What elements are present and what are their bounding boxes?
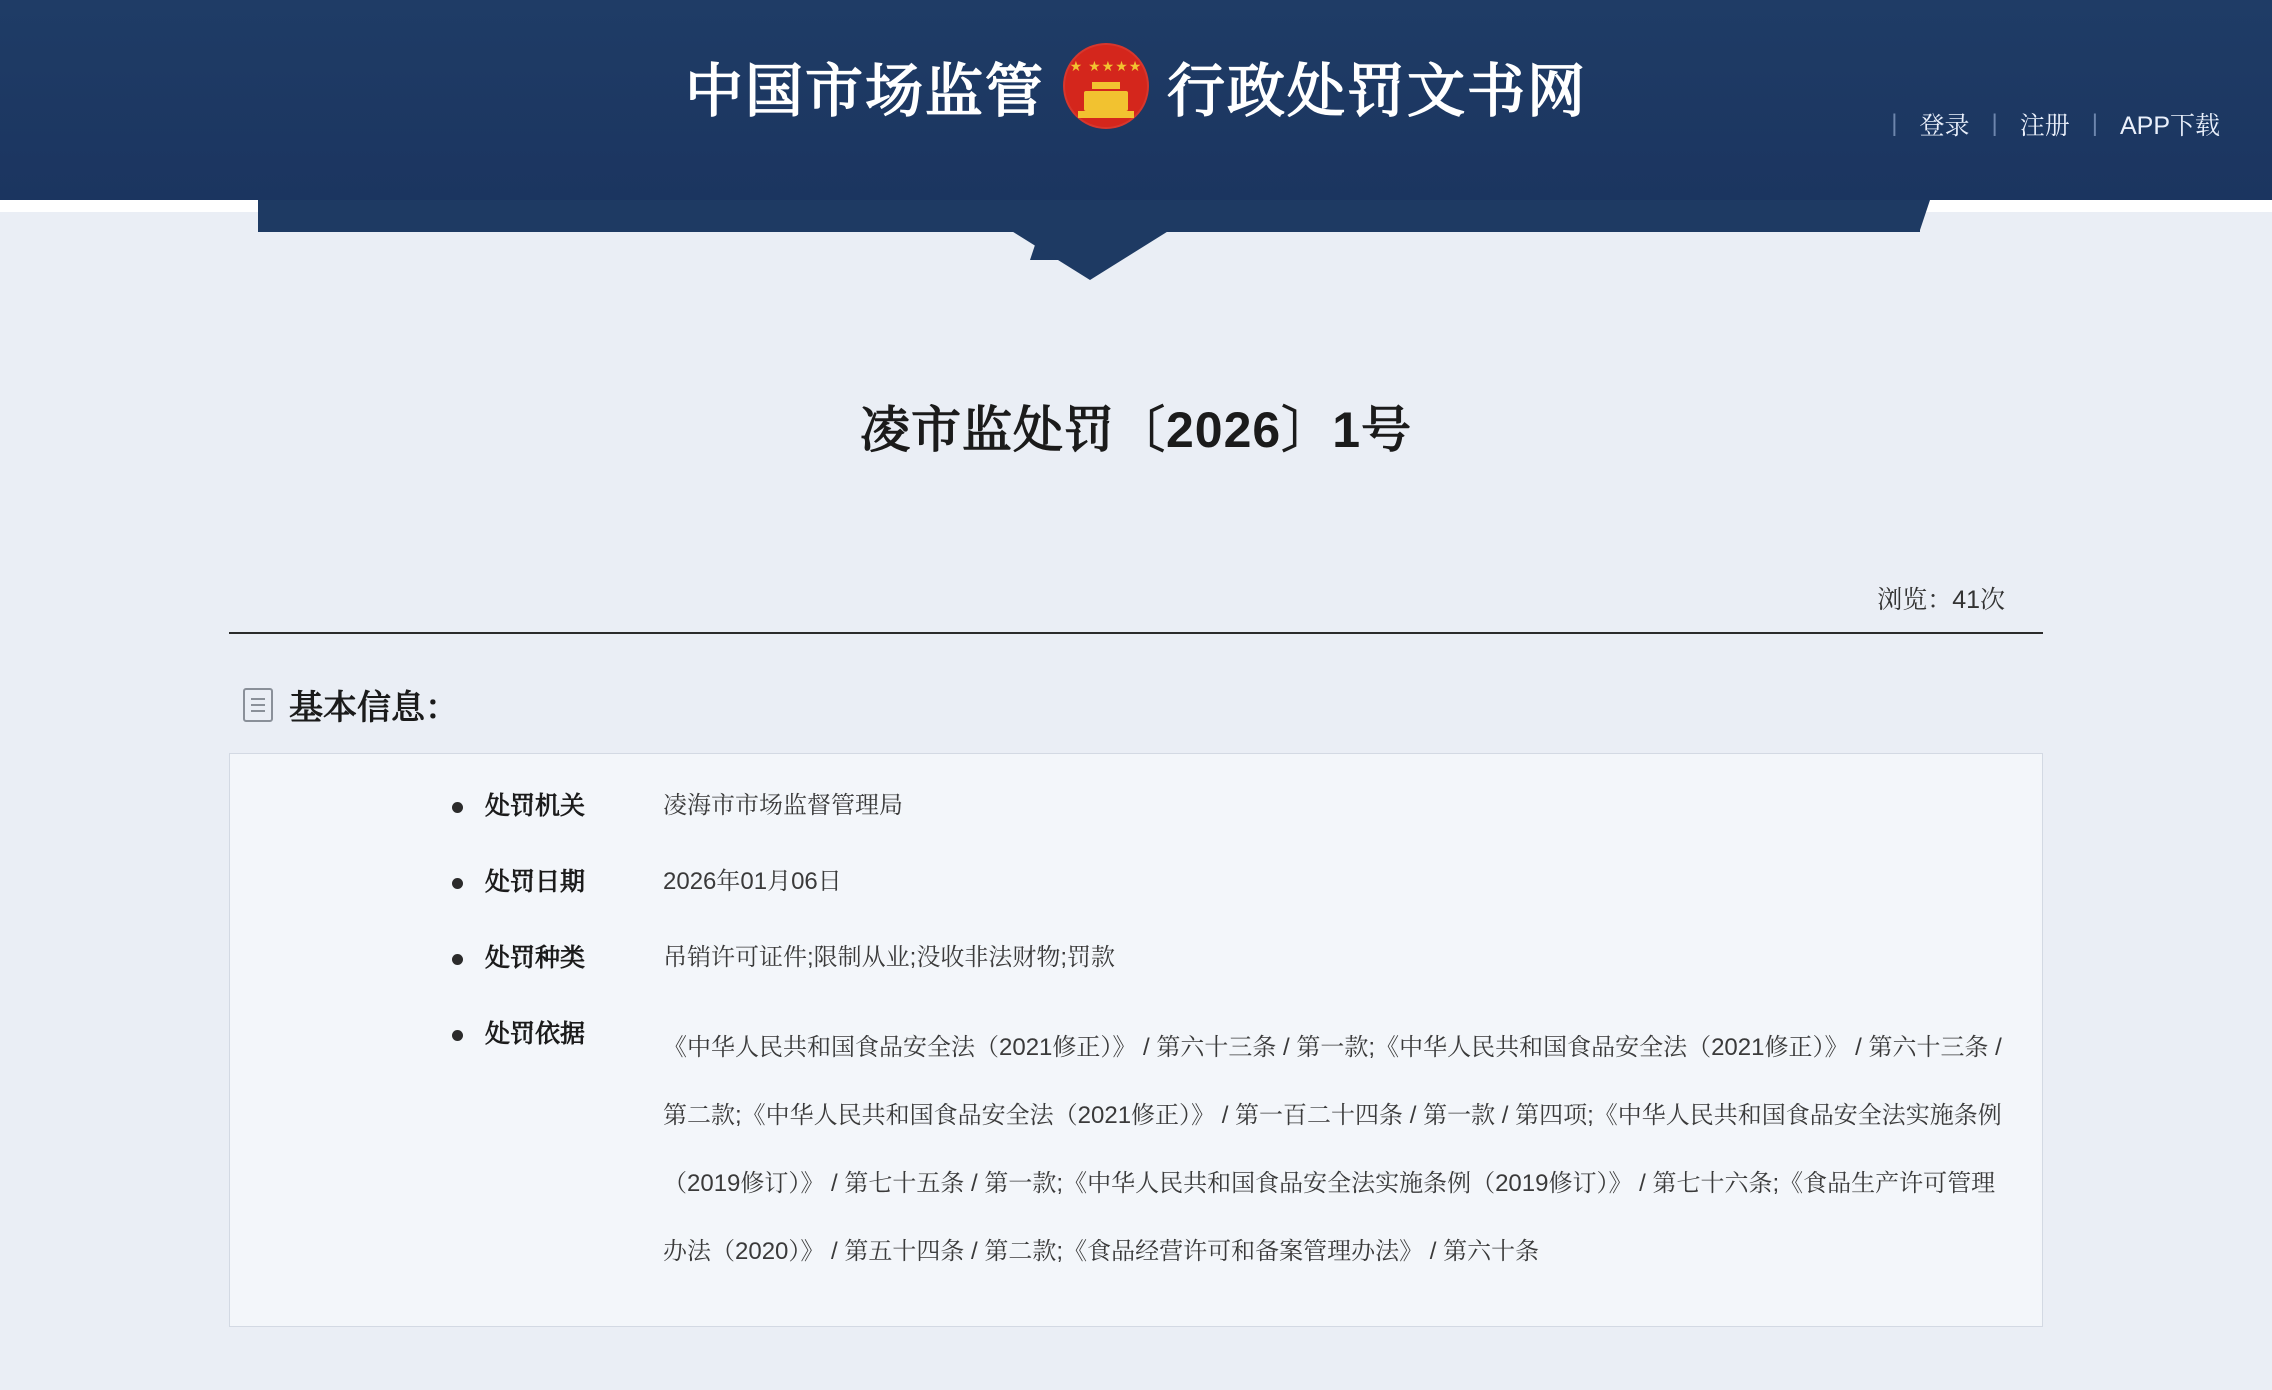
info-value: 2026年01月06日	[663, 868, 842, 895]
link-divider: |	[2091, 110, 2098, 137]
brand-text-right: 行政处罚文书网	[1167, 59, 1588, 124]
emblem-gate	[1084, 91, 1128, 111]
list-item	[230, 786, 2042, 826]
link-divider: |	[1891, 110, 1898, 137]
basic-info-heading	[229, 680, 2043, 729]
header-content	[0, 0, 2272, 200]
info-label: 处罚依据	[485, 1020, 586, 1048]
document-meta	[229, 580, 2043, 634]
site-header	[0, 0, 2272, 212]
list-item	[230, 862, 2042, 902]
header-links	[1869, 106, 2220, 142]
document-page	[0, 212, 2272, 1327]
list-item	[230, 1014, 2042, 1286]
app-download-link[interactable]: APP下载	[2119, 112, 2220, 140]
basic-info-panel	[229, 753, 2043, 1327]
info-value: 《中华人民共和国食品安全法（2021修正）》 / 第六十三条 / 第一款;《中华人民共和国食品安全法（2021修正）》 / 第六十三条 / 第二款;《中华人民共和国食品安全法（2021修正）》 / 第一百二十四条 / 第一款 / 第四项;《中华人民共和国食品安全法实施条例（2019修订）》 / 第七十五条 / 第一款;《中华人民共和国食品安全法实施条例（2019修订）》 / 第七十六条;《食品生产许可管理办法（2020）》 / 第五十四条 / 第二款;《食品经营许可和备案管理办法》 / 第六十条	[663, 1034, 2002, 1265]
bullet-icon	[452, 878, 463, 889]
register-link[interactable]: 注册	[2019, 112, 2070, 140]
bullet-icon	[452, 1030, 463, 1041]
document-list-icon	[243, 688, 273, 722]
info-label: 处罚机关	[485, 792, 586, 820]
login-link[interactable]: 登录	[1919, 112, 1970, 140]
info-value: 凌海市市场监督管理局	[663, 792, 903, 819]
section-title: 基本信息：	[289, 689, 459, 727]
list-item	[230, 938, 2042, 978]
view-count: 浏览：41次	[1877, 586, 2005, 614]
national-emblem-icon	[1063, 43, 1149, 129]
page-title: 凌市监处罚〔2026〕1号	[859, 402, 1413, 458]
site-brand[interactable]	[685, 43, 1587, 129]
bullet-icon	[452, 802, 463, 813]
link-divider: |	[1991, 110, 1998, 137]
brand-text-left: 中国市场监管	[684, 59, 1045, 124]
info-label: 处罚日期	[485, 868, 586, 896]
bullet-icon	[452, 954, 463, 965]
emblem-stars: ★ ★★★★	[1069, 58, 1143, 74]
info-label: 处罚种类	[485, 944, 586, 972]
info-value: 吊销许可证件;限制从业;没收非法财物;罚款	[663, 944, 1116, 971]
